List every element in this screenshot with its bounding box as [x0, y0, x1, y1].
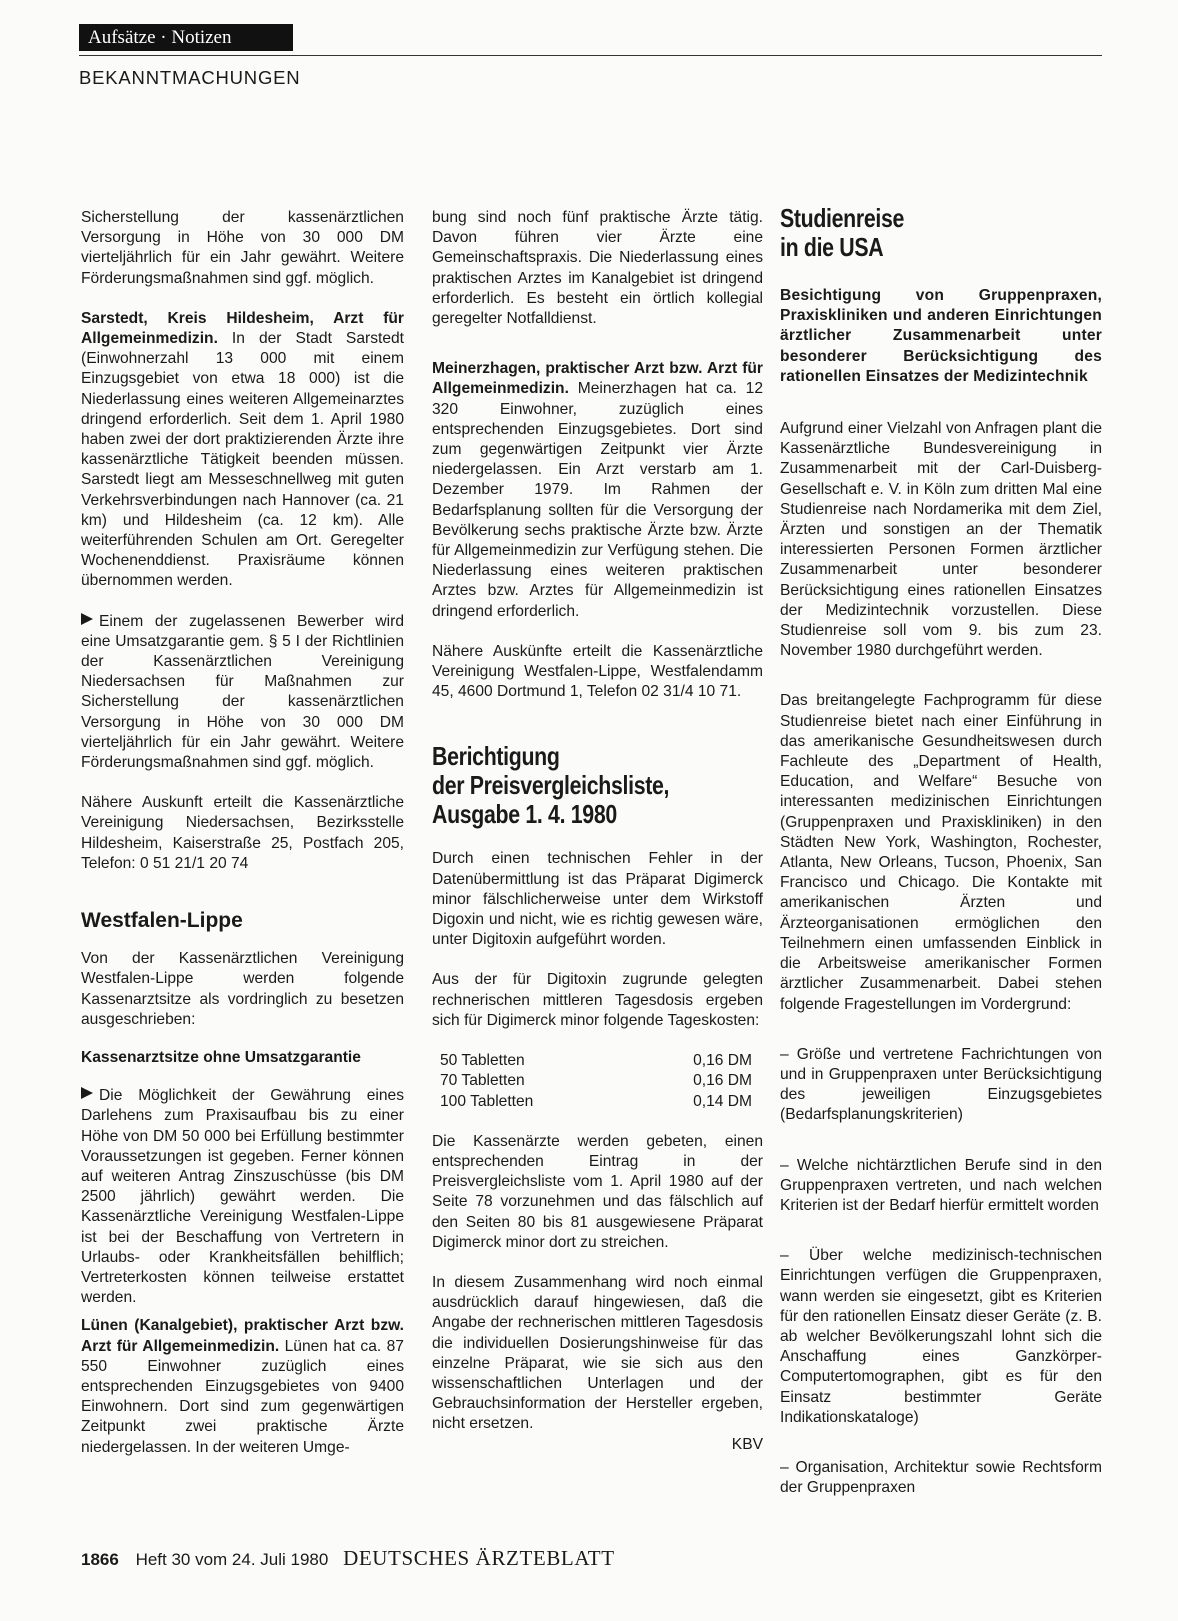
- page-footer: [81, 1546, 615, 1571]
- column-3: [780, 204, 1102, 1518]
- table-row: 100 Tabletten 0,14 DM: [440, 1092, 752, 1110]
- triangle-bullet-icon: [81, 1087, 93, 1099]
- paragraph: Meinerzhagen, praktischer Arzt bzw. Arzt für Allgemeinmedizin. Meinerzhagen hat ca. 12 320 Einwohner, zuzüglich eines entsprechenden Einzugsgebietes. Dort sind zum gegenwärtigen Zeitpunkt vier Ärzte niedergelassen. Ein Arzt verstarb am 1. Dezember 1979. Im Rahmen der Bedarfsplanung sollten für die Versorgung der Bevölkerung sechs praktische Ärzte bzw. Ärzte für Allgemeinmedizin zur Verfügung stehen. Die Niederlassung eines weiteren praktischen Arztes bzw. Arztes für Allgemeinmedizin ist dringend erforderlich.: [432, 360, 763, 620]
- paragraph: Das breitangelegte Fachprogramm für diese Studienreise bietet nach einer Einführung in das amerikanische Gesundheitswesen durch Fachleute des „Department of Health, Education, and Welfare“ Besuche von interessanten medizinischen Einrichtungen (Gruppenpraxen und Praxiskliniken) in den Städten New York, Washington, Rochester, Atlanta, New Orleans, Tucson, Phoenix, San Francisco und Chicago. Die Kontakte mit amerikanischen Ärzten und Ärzteorganisationen ermöglichen den Teilnehmern einen umfassenden Einblick in die Arbeitsweise amerikanischer Formen ärztlicher Zusammenarbeit. Dabei stehen folgende Fragestellungen im Vordergrund:: [780, 692, 1102, 1013]
- article-kicker: Besichtigung von Gruppenpraxen, Praxiskliniken und anderen Einrichtungen ärztlicher Zusammenarbeit unter besonderer Berücksichtigung des rationellen Einsatzes der Medizintechnik: [780, 287, 1102, 385]
- entry-heading: Sarstedt, Kreis Hildesheim, Arzt für Allgemeinmedizin.: [81, 309, 404, 348]
- issue-info: Heft 30 vom 24. Juli 1980: [135, 1550, 329, 1569]
- signature-row: [432, 1435, 763, 1455]
- header-rule: [79, 55, 1102, 56]
- list-item: – Größe und vertretene Fachrichtungen von und in Gruppenpraxen unter Berücksichtigung des jeweiligen Einzugsgebietes (Bedarfsplanungskriterien): [780, 1045, 1102, 1124]
- list-item: – Organisation, Architektur sowie Rechtsform der Gruppenpraxen: [780, 1458, 1102, 1497]
- article-heading: Studienreise in die USA: [780, 203, 905, 262]
- page-number: 1866: [81, 1550, 119, 1569]
- entry-heading: Meinerzhagen, praktischer Arzt bzw. Arzt für Allgemeinmedizin.: [432, 360, 763, 398]
- article-heading: Berichtigung der Preisvergleichsliste, Ausgabe 1. 4. 1980: [432, 741, 670, 830]
- triangle-bullet-icon: [81, 613, 93, 625]
- signature: KBV: [731, 1435, 763, 1453]
- paragraph: Nähere Auskunft erteilt die Kassenärztliche Vereinigung Niedersachsen, Bezirksstelle Hildesheim, Kaiserstraße 25, Postfach 205, Telefon: 0 51 21/1 20 74: [81, 794, 404, 872]
- section-label: BEKANNTMACHUNGEN: [79, 67, 301, 88]
- paragraph: Von der Kassenärztlichen Vereinigung Westfalen-Lippe werden folgende Kassenarztsitze als vordringlich zu besetzen ausgeschrieben:: [81, 950, 404, 1028]
- paragraph: Die Möglichkeit der Gewährung eines Darlehens zum Praxisaufbau bis zu einer Höhe von DM 50 000 bei Erfüllung bestimmter Voraussetzungen ist gegeben. Ferner können auf weiteren Antrag Zinszuschüsse (bis DM 2500 jährlich) gewährt werden. Die Kassenärztliche Vereinigung Westfalen-Lippe ist bei der Beschaffung von Vertretern in Urlaubs- oder Krankheitsfällen behilflich; Vertreterkosten können teilweise erstattet werden.: [81, 1087, 404, 1307]
- paragraph: In diesem Zusammenhang wird noch einmal ausdrücklich darauf hingewiesen, daß die Angabe der rechnerischen mittleren Tagesdosis die individuellen Dosierungshinweise für das einzelne Präparat, wie sie sich aus den wissenschaftlichen Unterlagen und der Gebrauchsinformation der Hersteller ergeben, nicht ersetzen.: [432, 1273, 763, 1433]
- paragraph: Aufgrund einer Vielzahl von Anfragen plant die Kassenärztliche Bundesvereinigung in Zusammenarbeit mit der Carl-Duisberg-Gesellschaft e. V. in Köln zum dritten Mal eine Studienreise nach Nordamerika mit dem Ziel, Ärzten und sonstigen an der Thematik interessierten Personen Formen ärztlicher Zusammenarbeit unter besonderer Berücksichtigung eines rationellen Einsatzes der Medizintechnik vorzustellen. Diese Studienreise soll vom 9. bis zum 23. November 1980 durchgeführt werden.: [780, 420, 1102, 660]
- paragraph: Sarstedt, Kreis Hildesheim, Arzt für Allgemeinmedizin. In der Stadt Sarstedt (Einwohnerzahl 13 000 mit einem Einzugsgebiet von etwa 18 000) ist die Niederlassung eines weiteren Allgemeinarztes dringend erforderlich. Seit dem 1. April 1980 haben zwei der dort praktizierenden Ärzte ihre kassenärztliche Tätigkeit beenden müssen. Sarstedt liegt am Messeschnellweg mit guten Verkehrsverbindungen nach Hannover (ca. 21 km) und Hildesheim (ca. 12 km). Alle weiterführenden Schulen am Ort. Geregelter Wochenenddienst. Praxisräume können übernommen werden.: [81, 309, 404, 590]
- list-item: – Über welche medizinisch-technischen Einrichtungen verfügen die Gruppenpraxen, wann werden sie eingesetzt, gibt es Kriterien für den rationellen Einsatz dieser Geräte (z. B. ab welcher Bevölkerungszahl lohnt sich die Anschaffung eines Ganzkörper-Computertomographen, gibt es für den Einsatz bestimmter Geräte Indikationskataloge): [780, 1247, 1102, 1426]
- table-row: 50 Tabletten 0,16 DM: [440, 1052, 752, 1070]
- paragraph: bung sind noch fünf praktische Ärzte tätig. Davon führen vier Ärzte eine Gemeinschaftspraxis. Die Niederlassung eines praktischen Arztes im Kanalgebiet ist dringend erforderlich. Es besteht ein örtlich kollegial geregelter Notfalldienst.: [432, 209, 763, 328]
- paragraph: Einem der zugelassenen Bewerber wird eine Umsatzgarantie gem. § 5 I der Richtlinien der Kassenärztlichen Vereinigung Niedersachsen für Maßnahmen zur Sicherstellung der kassenärztlichen Versorgung in Höhe von 30 000 DM vierteljährlich für ein Jahr gewährt. Weitere Förderungsmaßnahmen sind ggf. möglich.: [81, 612, 404, 772]
- paragraph: Die Kassenärzte werden gebeten, einen entsprechenden Eintrag in der Preisvergleichsliste vom 1. April 1980 auf der Seite 78 vorzunehmen und das fälschlich auf den Seiten 80 bis 81 ausgewiesene Präparat Digimerck minor dort zu streichen.: [432, 1132, 763, 1251]
- paragraph: Nähere Auskünfte erteilt die Kassenärztliche Vereinigung Westfalen-Lippe, Westfalendamm 45, 4600 Dortmund 1, Telefon 02 31/4 10 71.: [432, 642, 763, 701]
- column-1: [81, 208, 404, 1478]
- paragraph: Aus der für Digitoxin zugrunde gelegten rechnerischen mittleren Tagesdosis ergeben sich für Digimerck minor folgende Tageskosten:: [432, 971, 763, 1029]
- table-row: 70 Tabletten 0,16 DM: [440, 1072, 752, 1090]
- section-band: Aufsätze · Notizen: [79, 24, 293, 51]
- subheading: Kassenarztsitze ohne Umsatzgarantie: [81, 1048, 361, 1066]
- paragraph: Sicherstellung der kassenärztlichen Versorgung in Höhe von 30 000 DM vierteljährlich für ein Jahr gewährt. Weitere Förderungsmaßnahmen sind ggf. möglich.: [81, 209, 404, 287]
- column-2: [432, 208, 763, 1455]
- region-heading: Westfalen-Lippe: [81, 909, 243, 933]
- paragraph: Durch einen technischen Fehler in der Datenübermittlung ist das Präparat Digimerck minor fälschlicherweise unter dem Wirkstoff Digoxin und nicht, wie es richtig gewesen wäre, unter Digitoxin aufgeführt worden.: [432, 850, 763, 949]
- paragraph: Lünen (Kanalgebiet), praktischer Arzt bzw. Arzt für Allgemeinmedizin. Lünen hat ca. 87 550 Einwohner zuzüglich eines entsprechenden Einzugsgebietes von 9400 Einwohnern. Dort sind zum gegenwärtigen Zeitpunkt zwei praktische Ärzte niedergelassen. In der weiteren Umge-: [81, 1317, 404, 1456]
- price-table: [440, 1051, 752, 1112]
- journal-title: DEUTSCHES ÄRZTEBLATT: [343, 1546, 615, 1570]
- entry-heading: Lünen (Kanalgebiet), praktischer Arzt bzw. Arzt für Allgemeinmedizin.: [81, 1317, 404, 1355]
- list-item: – Welche nichtärztlichen Berufe sind in den Gruppenpraxen vertreten, und nach welchen Kriterien ist der Bedarf hierfür ermittelt worden: [780, 1156, 1102, 1214]
